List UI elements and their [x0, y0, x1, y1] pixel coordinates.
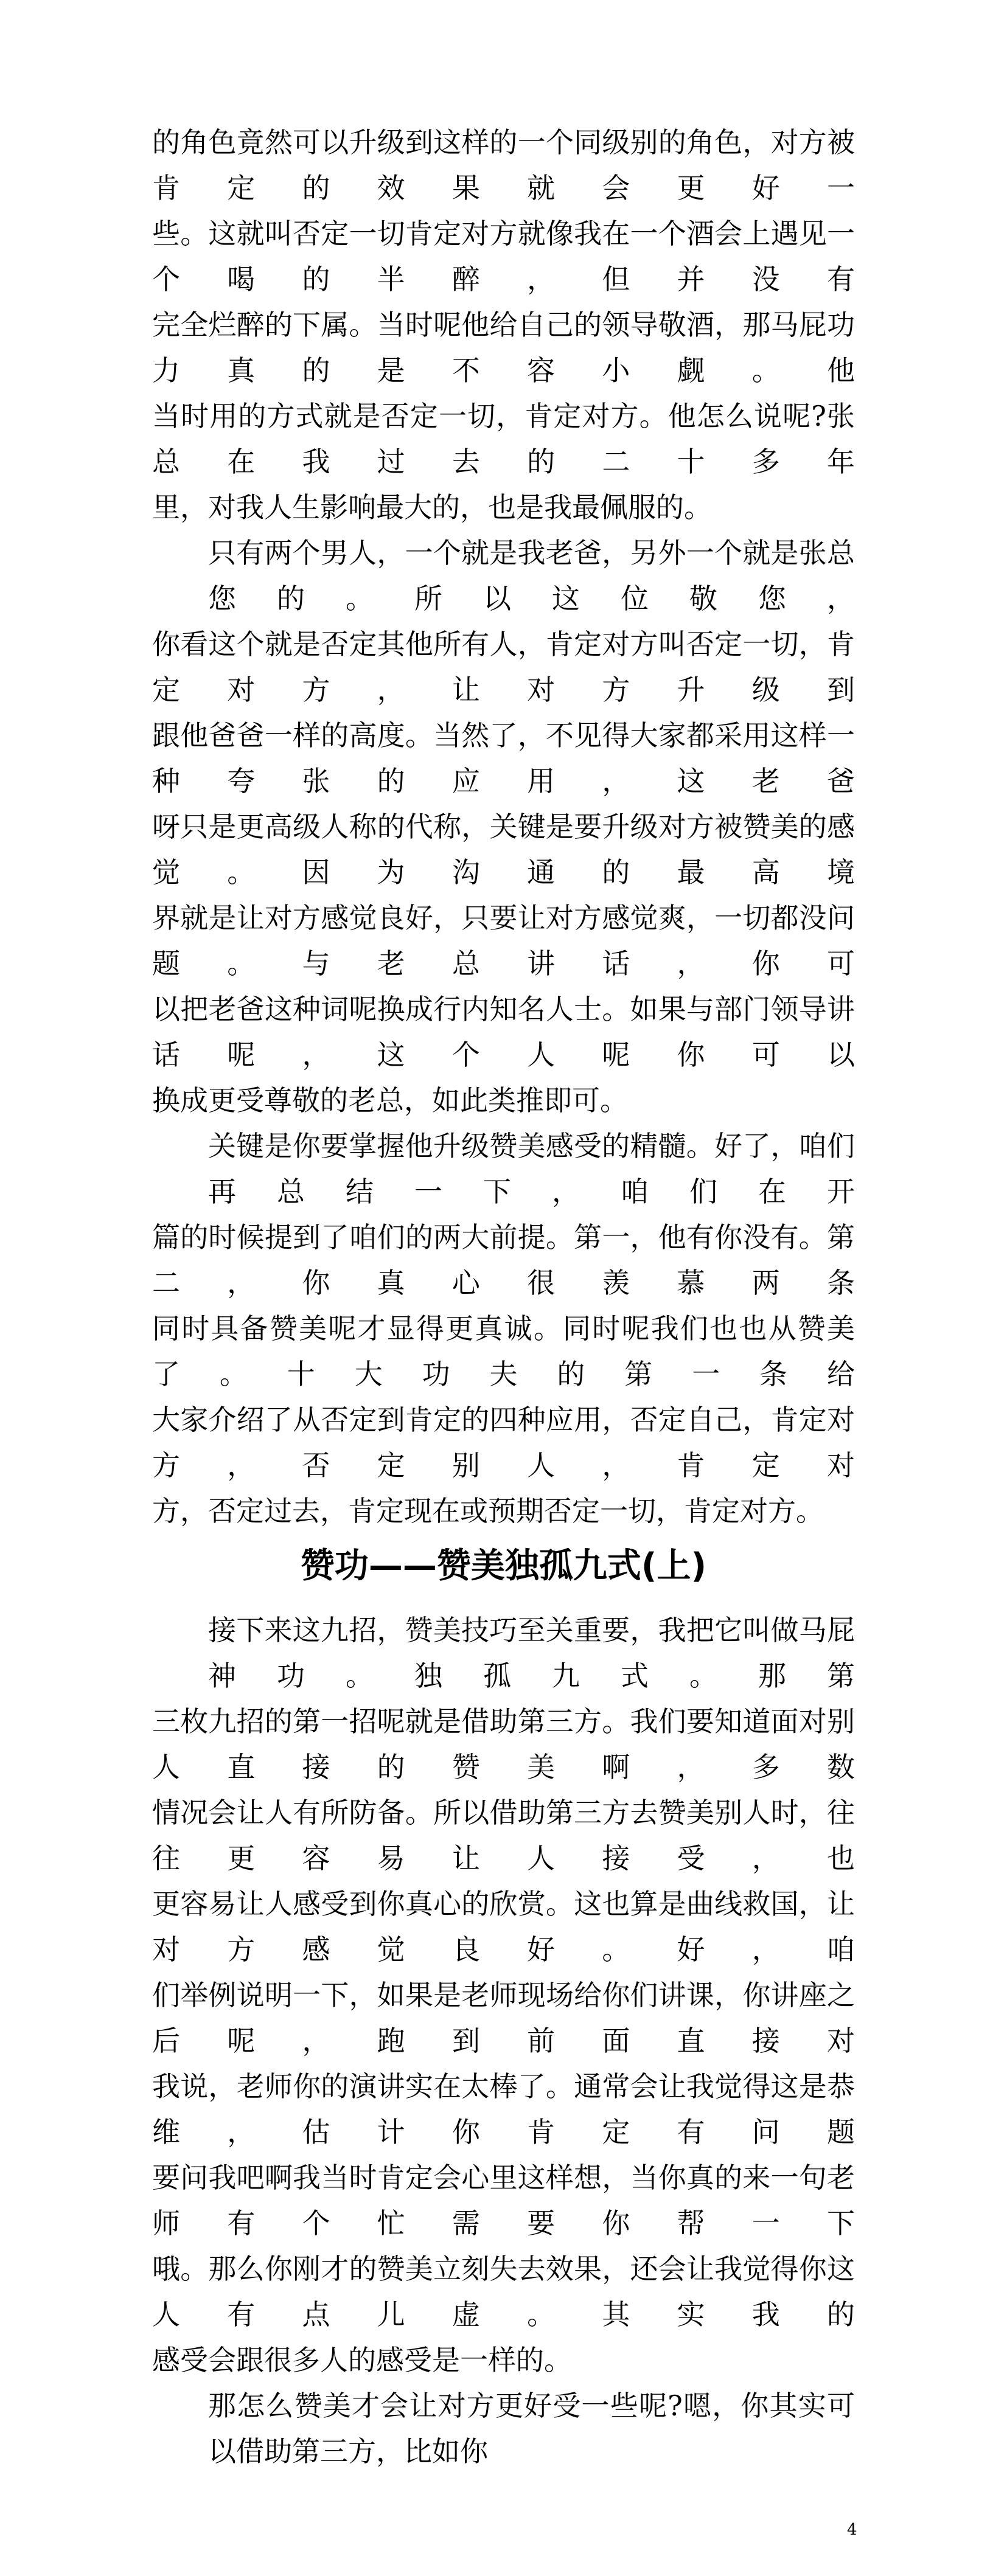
text-line: 呀只是更高级人称的代称，关键是要升级对方被赞美的感觉。因为沟通的最高境 — [152, 810, 855, 889]
paragraph — [152, 120, 855, 530]
text-line: 三枚九招的第一招呢就是借助第三方。我们要知道面对别人直接的赞美啊，多数 — [152, 1705, 855, 1783]
text-line: 篇的时候提到了咱们的两大前提。第一，他有你没有。第二，你真心很羡慕两条 — [152, 1221, 855, 1299]
body-text-section-2 — [152, 1608, 855, 2474]
text-line: 要问我吧啊我当时肯定会心里这样想，当你真的来一句老师有个忙需要你帮一下 — [152, 2161, 855, 2240]
text-line: 感受会跟很多人的感受是一样的。 — [152, 2344, 572, 2376]
text-line: 更容易让人感受到你真心的欣赏。这也算是曲线救国，让对方感觉良好。好，咱 — [152, 1887, 855, 1966]
text-line: 你看这个就是否定其他所有人，肯定对方叫否定一切，肯定对方，让对方升级到 — [152, 628, 855, 706]
page-number: 4 — [847, 2521, 857, 2539]
text-line: 完全烂醉的下属。当时呢他给自己的领导敬酒，那马屁功力真的是不容小觑。他 — [152, 308, 855, 387]
text-line: 我说，老师你的演讲实在太棒了。通常会让我觉得这是恭维，估计你肯定有问题 — [152, 2070, 855, 2148]
text-line: 的角色竟然可以升级到这样的一个同级别的角色，对方被肯定的效果就会更好一 — [152, 126, 855, 204]
text-line: 关键是你要掌握他升级赞美感受的精髓。好了，咱们再总结一下，咱们在开 — [208, 1130, 855, 1208]
text-line: 以把老爸这种词呢换成行内知名人士。如果与部门领导讲话呢，这个人呢你可以 — [152, 993, 855, 1071]
paragraph — [152, 2383, 855, 2474]
text-line: 大家介绍了从否定到肯定的四种应用，否定自己，肯定对方，否定别人，肯定对 — [152, 1403, 855, 1482]
text-line: 那怎么赞美才会让对方更好受一些呢?嗯，你其实可以借助第三方，比如你 — [208, 2389, 855, 2468]
text-line: 些。这就叫否定一切肯定对方就像我在一个酒会上遇见一个喝的半醉，但并没有 — [152, 217, 855, 296]
text-line: 哦。那么你刚才的赞美立刻失去效果，还会让我觉得你这人有点儿虚。其实我的 — [152, 2252, 855, 2331]
text-line: 情况会让人有所防备。所以借助第三方去赞美别人时，往往更容易让人接受，也 — [152, 1796, 855, 1875]
heading-spacer — [0, 1589, 1007, 1608]
paragraph — [152, 530, 855, 1123]
text-line: 当时用的方式就是否定一切，肯定对方。他怎么说呢?张总在我过去的二十多年 — [152, 400, 855, 478]
text-line: 方，否定过去，肯定现在或预期否定一切，肯定对方。 — [152, 1495, 824, 1527]
text-line: 接下来这九招，赞美技巧至关重要，我把它叫做马屁神功。独孤九式。那第 — [208, 1614, 855, 1692]
text-line: 同时具备赞美呢才显得更真诚。同时呢我们也也从赞美了。十大功夫的第一条给 — [152, 1312, 855, 1390]
text-line: 界就是让对方感觉良好，只要让对方感觉爽，一切都没问题。与老总讲话，你可 — [152, 901, 855, 980]
text-line: 只有两个男人，一个就是我老爸，另外一个就是张总您的。所以这位敬您， — [208, 536, 855, 615]
paragraph — [152, 1123, 855, 1534]
paragraph — [152, 1608, 855, 2383]
body-text-section-1 — [152, 120, 855, 1534]
text-line: 们举例说明一下，如果是老师现场给你们讲课，你讲座之后呢，跑到前面直接对 — [152, 1979, 855, 2057]
text-line: 跟他爸爸一样的高度。当然了，不见得大家都采用这样一种夸张的应用，这老爸 — [152, 719, 855, 797]
text-line: 里，对我人生影响最大的，也是我最佩服的。 — [152, 491, 712, 524]
section-heading: 赞功——赞美独孤九式(上) — [300, 1546, 707, 1586]
text-line: 换成更受尊敬的老总，如此类推即可。 — [152, 1084, 628, 1117]
